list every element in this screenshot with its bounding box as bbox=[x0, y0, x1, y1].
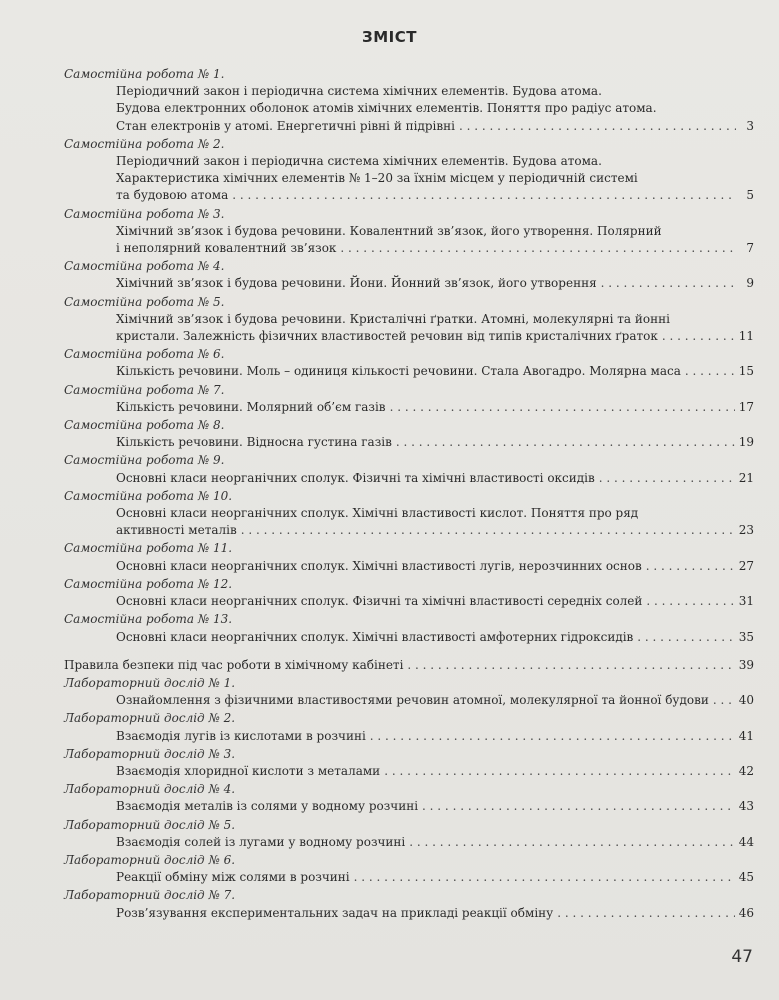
toc-line: Основні класи неорганічних сполук. Хімічні властивості амфотерних гідроксидів bbox=[116, 629, 634, 644]
page-ref: 17 bbox=[738, 399, 754, 414]
toc-heading: Самостійна робота № 6. bbox=[64, 347, 225, 362]
dot-leader bbox=[384, 763, 735, 780]
toc-heading: Самостійна робота № 3. bbox=[64, 206, 225, 221]
toc-line: Реакції обміну між солями в розчині bbox=[116, 870, 350, 885]
toc-line: Розв’язування експериментальних задач на прикладі реакції обміну bbox=[116, 905, 554, 920]
toc-leader-line bbox=[64, 558, 754, 575]
dot-leader bbox=[459, 118, 736, 135]
toc-line: Основні класи неорганічних сполук. Хімічні властивості кислот. Поняття про ряд bbox=[116, 506, 639, 521]
toc-heading: Самостійна робота № 8. bbox=[64, 418, 225, 433]
toc-leader-line bbox=[64, 240, 754, 257]
toc-entry-work-13 bbox=[64, 611, 754, 645]
toc-leader-line bbox=[64, 399, 754, 416]
toc-leader-line bbox=[64, 118, 754, 135]
toc-heading: Самостійна робота № 1. bbox=[64, 67, 225, 81]
page-title: ЗМІСТ bbox=[362, 28, 417, 46]
page-ref: 11 bbox=[738, 329, 754, 344]
dot-leader bbox=[646, 558, 735, 575]
toc-line: Правила безпеки під час роботи в хімічному кабінеті bbox=[64, 657, 404, 672]
toc-entry-lab-4 bbox=[64, 781, 754, 815]
toc-leader-line bbox=[64, 434, 754, 451]
toc-line: Взаємодія солей із лугами у водному розчині bbox=[116, 834, 406, 849]
toc-entry-work-5 bbox=[64, 294, 754, 346]
page-ref: 39 bbox=[738, 657, 754, 672]
toc-entry-lab-5 bbox=[64, 817, 754, 851]
dot-leader bbox=[407, 657, 734, 674]
toc-heading: Самостійна робота № 11. bbox=[64, 541, 233, 556]
toc-entry-work-4 bbox=[64, 258, 754, 292]
table-of-contents bbox=[64, 66, 754, 923]
toc-entry-lab-2 bbox=[64, 710, 754, 744]
toc-line: Взаємодія хлоридної кислоти з металами bbox=[116, 763, 381, 778]
dot-leader bbox=[354, 869, 735, 886]
toc-heading: Лабораторний дослід № 5. bbox=[64, 817, 236, 832]
toc-entry-work-10 bbox=[64, 488, 754, 540]
dot-leader bbox=[601, 275, 736, 292]
dot-leader bbox=[557, 905, 734, 922]
toc-leader-line bbox=[64, 328, 754, 345]
toc-line: Будова електронних оболонок атомів хімічних елементів. Поняття про радіус атома. bbox=[116, 101, 657, 116]
toc-leader-line bbox=[64, 522, 754, 539]
page-ref: 9 bbox=[746, 276, 754, 291]
dot-leader bbox=[662, 328, 735, 345]
toc-line: Взаємодія металів із солями у водному розчині bbox=[116, 799, 419, 814]
toc-line: Хімічний зв’язок і будова речовини. Кристалічні ґратки. Атомні, молекулярні та йонні bbox=[116, 311, 670, 326]
page-ref: 31 bbox=[738, 594, 754, 609]
toc-entry-work-2 bbox=[64, 136, 754, 205]
toc-heading: Лабораторний дослід № 3. bbox=[64, 746, 236, 761]
toc-leader-line bbox=[64, 834, 754, 851]
toc-leader-line bbox=[64, 905, 754, 922]
page-ref: 35 bbox=[738, 629, 754, 644]
toc-heading: Лабораторний дослід № 1. bbox=[64, 675, 236, 690]
toc-leader-line bbox=[64, 275, 754, 292]
page-ref: 46 bbox=[738, 905, 754, 920]
dot-leader bbox=[637, 629, 734, 646]
toc-leader-line bbox=[64, 763, 754, 780]
toc-leader-line bbox=[64, 363, 754, 380]
toc-leader-line bbox=[64, 869, 754, 886]
dot-leader bbox=[422, 798, 735, 815]
dot-leader bbox=[390, 399, 735, 416]
toc-heading: Лабораторний дослід № 6. bbox=[64, 852, 236, 867]
toc-leader-line bbox=[64, 798, 754, 815]
page-ref: 40 bbox=[738, 693, 754, 708]
toc-heading: Лабораторний дослід № 4. bbox=[64, 782, 236, 797]
toc-line: Основні класи неорганічних сполук. Хімічні властивості лугів, нерозчинних основ bbox=[116, 558, 642, 573]
toc-leader-line bbox=[64, 657, 754, 674]
toc-entry-work-3 bbox=[64, 206, 754, 258]
page-ref: 21 bbox=[738, 470, 754, 485]
toc-line: Хімічний зв’язок і будова речовини. Ковалентний зв’язок, його утворення. Полярний bbox=[116, 223, 662, 238]
toc-line: Ознайомлення з фізичними властивостями речовин атомної, молекулярної та йонної будови bbox=[116, 693, 709, 708]
toc-entry-work-7 bbox=[64, 382, 754, 416]
toc-entry-safety bbox=[64, 657, 754, 674]
toc-entry-work-11 bbox=[64, 540, 754, 574]
dot-leader bbox=[241, 522, 735, 539]
toc-heading: Самостійна робота № 9. bbox=[64, 453, 225, 468]
page-ref: 44 bbox=[738, 834, 754, 849]
page-ref: 19 bbox=[738, 435, 754, 450]
page-ref: 5 bbox=[746, 188, 754, 203]
dot-leader bbox=[409, 834, 734, 851]
toc-leader-line bbox=[64, 692, 754, 709]
toc-entry-work-8 bbox=[64, 417, 754, 451]
toc-entry-work-12 bbox=[64, 576, 754, 610]
toc-heading: Самостійна робота № 2. bbox=[64, 136, 225, 151]
dot-leader bbox=[232, 187, 736, 204]
dot-leader bbox=[370, 728, 735, 745]
toc-line: Взаємодія лугів із кислотами в розчині bbox=[116, 728, 366, 743]
toc-line: та будовою атома bbox=[116, 188, 229, 203]
toc-heading: Самостійна робота № 12. bbox=[64, 576, 233, 591]
toc-line: кристали. Залежність фізичних властивостей речовин від типів кристалічних ґраток bbox=[116, 329, 658, 344]
dot-leader bbox=[599, 470, 735, 487]
page-number: 47 bbox=[731, 947, 753, 967]
section-gap bbox=[64, 647, 754, 657]
toc-entry-work-6 bbox=[64, 346, 754, 380]
toc-line: Періодичний закон і періодична система хімічних елементів. Будова атома. bbox=[116, 84, 602, 99]
toc-heading: Лабораторний дослід № 7. bbox=[64, 888, 236, 903]
toc-leader-line bbox=[64, 187, 754, 204]
page-ref: 27 bbox=[738, 558, 754, 573]
toc-line: Стан електронів у атомі. Енергетичні рівні й підрівні bbox=[116, 118, 455, 133]
toc-heading: Самостійна робота № 13. bbox=[64, 612, 233, 627]
page-ref: 15 bbox=[738, 364, 754, 379]
page-ref: 7 bbox=[746, 241, 754, 256]
toc-entry-lab-3 bbox=[64, 746, 754, 780]
toc-entry-work-9 bbox=[64, 452, 754, 486]
dot-leader bbox=[685, 363, 735, 380]
dot-leader bbox=[646, 593, 734, 610]
toc-entry-lab-1 bbox=[64, 675, 754, 709]
toc-line: Кількість речовини. Відносна густина газів bbox=[116, 435, 392, 450]
toc-heading: Самостійна робота № 5. bbox=[64, 294, 225, 309]
toc-line: Періодичний закон і періодична система хімічних елементів. Будова атома. bbox=[116, 154, 602, 169]
page-ref: 3 bbox=[746, 118, 754, 133]
toc-line: активності металів bbox=[116, 523, 237, 538]
dot-leader bbox=[713, 692, 735, 709]
page-ref: 42 bbox=[738, 763, 754, 778]
toc-line: і неполярний ковалентний зв’язок bbox=[116, 241, 337, 256]
dot-leader bbox=[396, 434, 735, 451]
toc-leader-line bbox=[64, 470, 754, 487]
toc-leader-line bbox=[64, 593, 754, 610]
toc-heading: Самостійна робота № 4. bbox=[64, 259, 225, 274]
toc-line: Основні класи неорганічних сполук. Фізичні та хімічні властивості середніх солей bbox=[116, 594, 643, 609]
page-ref: 45 bbox=[738, 870, 754, 885]
dot-leader bbox=[340, 240, 736, 257]
toc-leader-line bbox=[64, 629, 754, 646]
toc-line: Основні класи неорганічних сполук. Фізичні та хімічні властивості оксидів bbox=[116, 470, 595, 485]
toc-line: Кількість речовини. Молярний об’єм газів bbox=[116, 399, 386, 414]
toc-entry-lab-6 bbox=[64, 852, 754, 886]
toc-line: Хімічний зв’язок і будова речовини. Йони. Йонний зв’язок, його утворення bbox=[116, 276, 597, 291]
page-ref: 41 bbox=[738, 728, 754, 743]
toc-entry-lab-7 bbox=[64, 887, 754, 921]
toc-line: Характеристика хімічних елементів № 1–20 за їхнім місцем у періодичній системі bbox=[116, 171, 638, 186]
toc-leader-line bbox=[64, 728, 754, 745]
toc-entry-work-1 bbox=[64, 66, 754, 135]
toc-heading: Самостійна робота № 10. bbox=[64, 488, 233, 503]
toc-line: Кількість речовини. Моль – одиниця кількості речовини. Стала Авогадро. Молярна маса bbox=[116, 364, 681, 379]
page-ref: 23 bbox=[738, 523, 754, 538]
toc-heading: Лабораторний дослід № 2. bbox=[64, 711, 236, 726]
page-ref: 43 bbox=[738, 799, 754, 814]
toc-heading: Самостійна робота № 7. bbox=[64, 382, 225, 397]
